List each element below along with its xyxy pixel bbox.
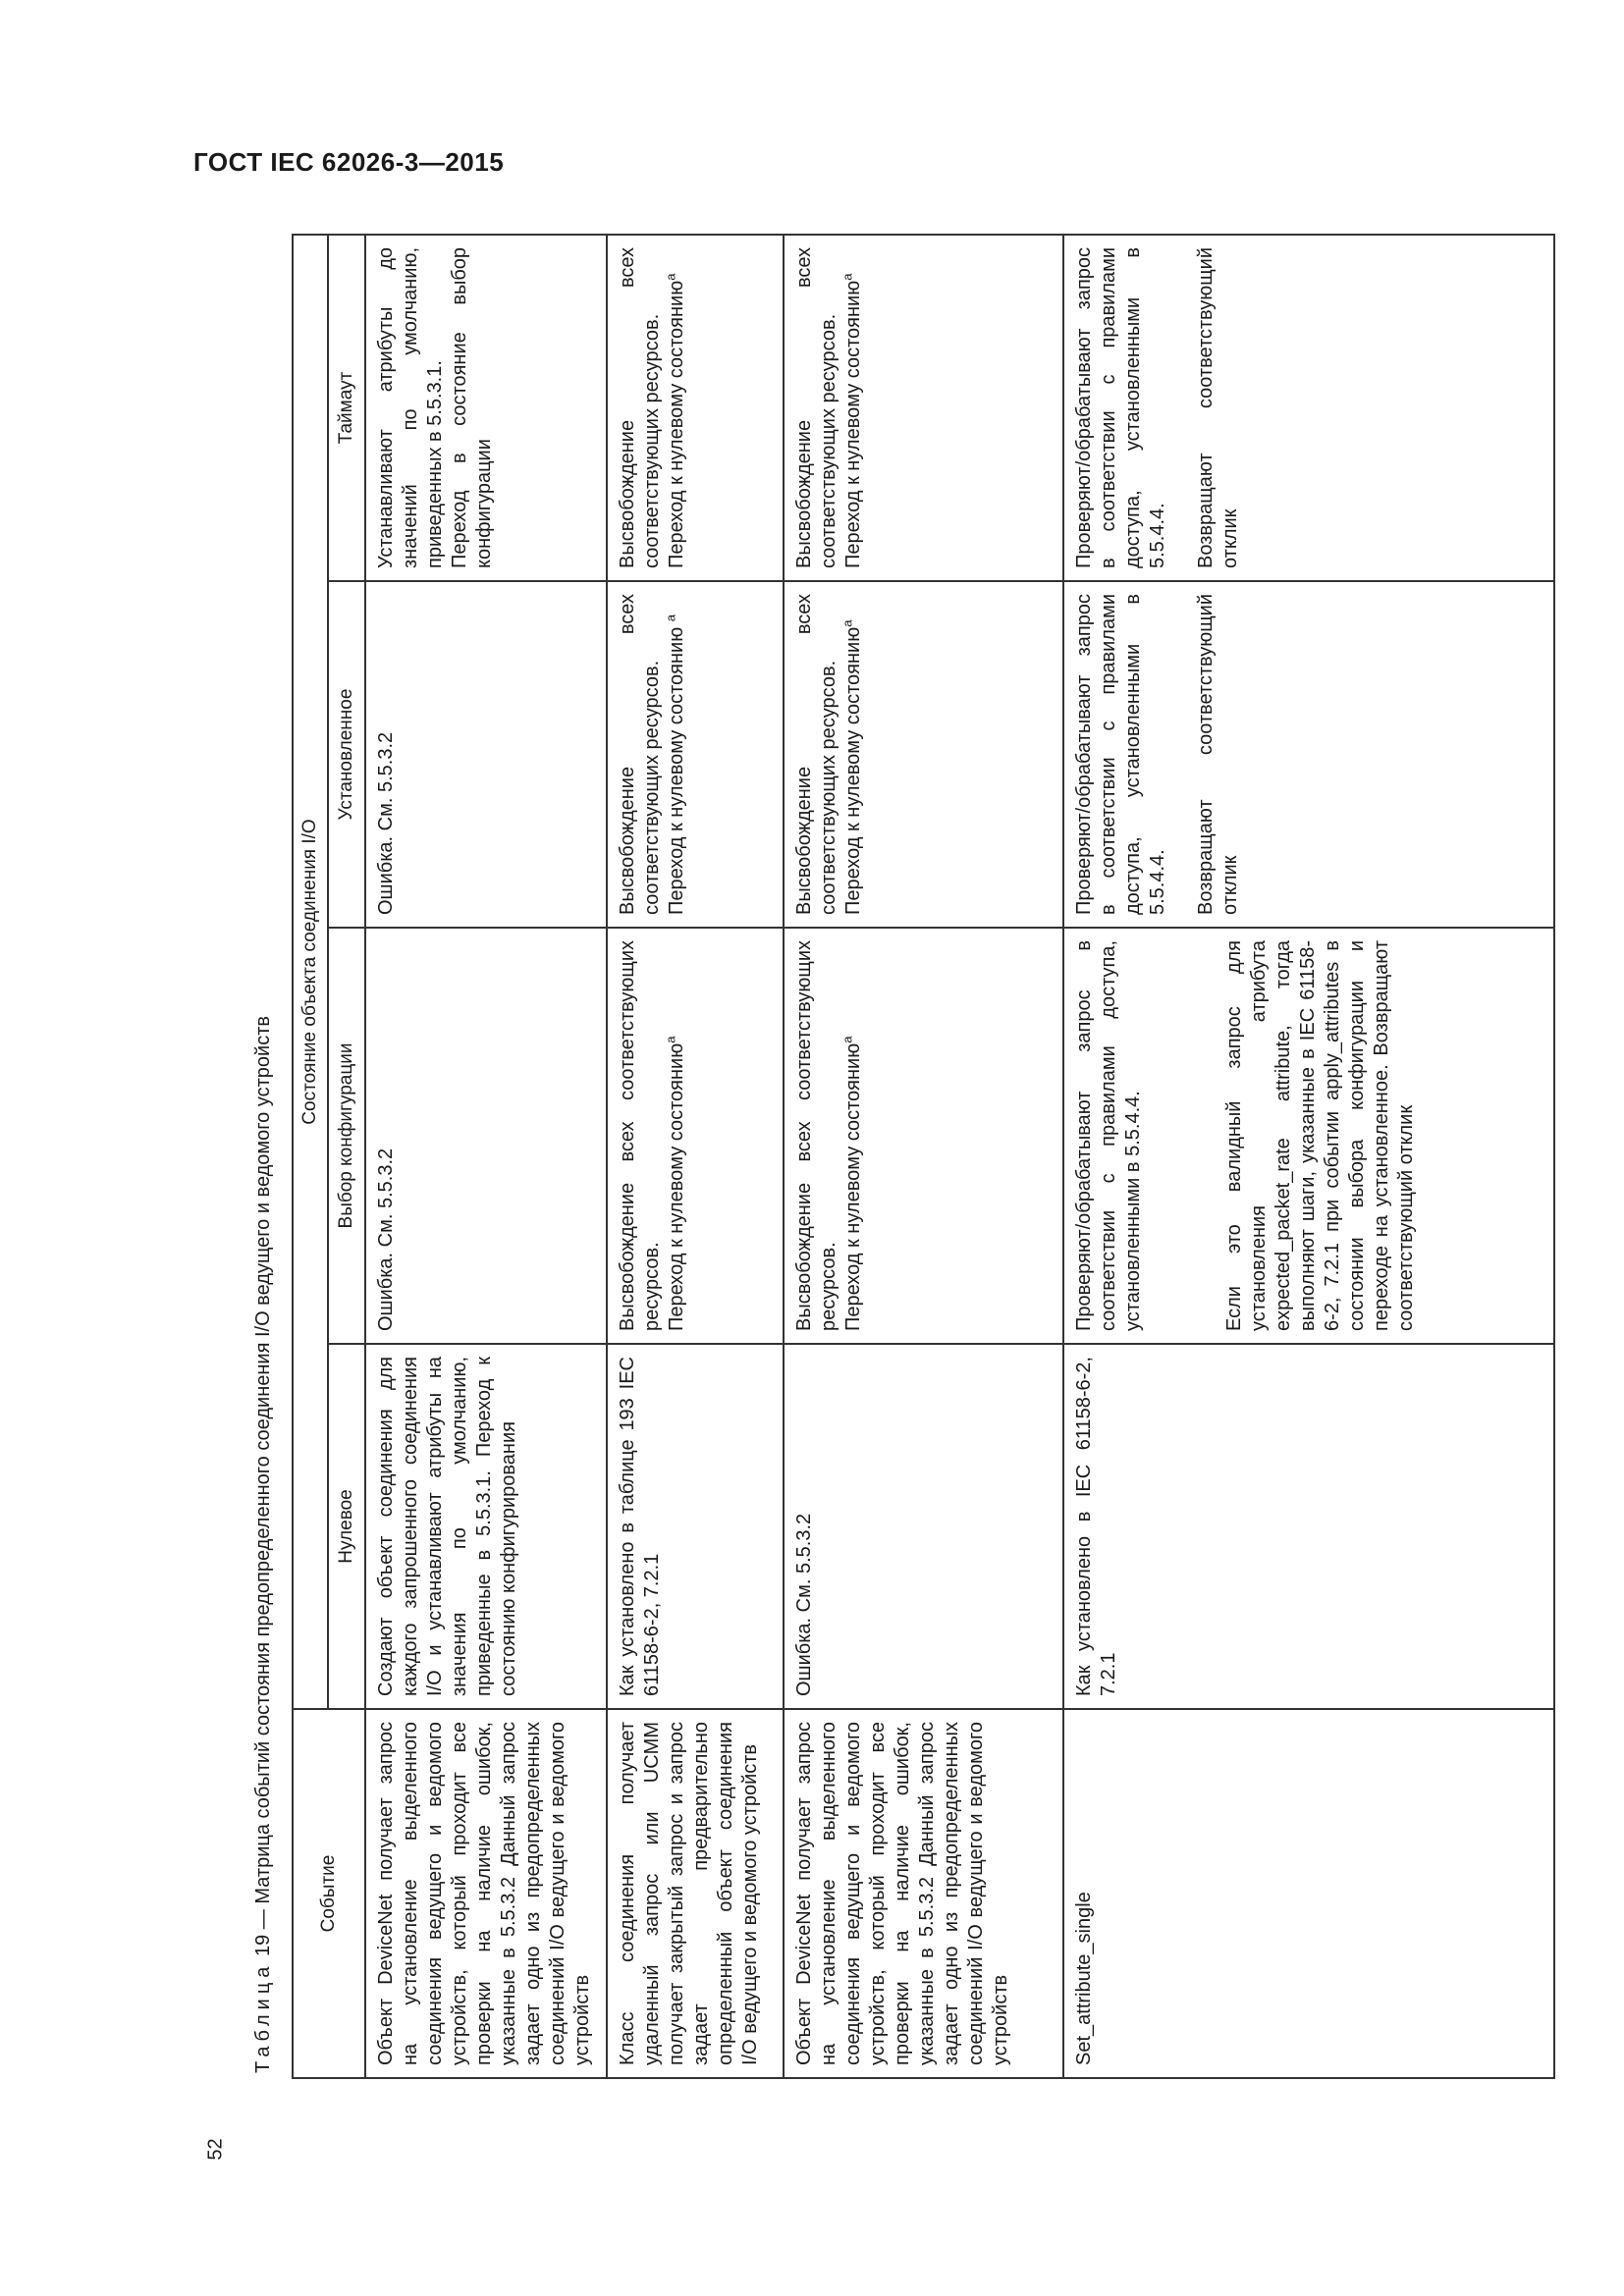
cell-text: Переход к нулевому состоянию [666,626,687,915]
table-row [784,235,1063,2078]
cell-text: Объект DeviceNet получает запрос на установление выделенного соединения ведущего и ведомого устройств, который проходит все проверки на наличие ошибок, указанные в 5.5.3.2 Данный запрос задает одно из предопределенных соединений I/O ведущего и ведомого устройств [793,1722,1011,2065]
header-config: Выбор конфигурации [328,928,365,1344]
cell-text: Переход к нулевому состоянию [842,626,864,915]
cell-event [365,1709,607,2078]
cell-timeout [1063,235,1554,581]
cell-text: Как установлено в IEC 61158-6-2, 7.2.1 [1073,1357,1119,1696]
cell-text: Класс соединения получает удаленный запрос или UCMM получает закрытый запрос и запрос задает предварительно определенный объект соединения I/O ведущего и ведомого устройств [617,1722,761,2065]
cell-text: Проверяют/обрабатывают запрос в соответствии с правилами доступа, установленными в 5.5.4.4. [1073,246,1168,568]
cell-text: Переход к нулевому состоянию [842,280,864,568]
cell-text: Проверяют/обрабатывают запрос в соответствии с правилами доступа, установленными в 5.5.4.4. [1073,940,1144,1331]
state-event-matrix-table [292,234,1555,2079]
footnote-mark: a [839,619,855,627]
table-row [365,235,607,2078]
cell-config [784,928,1063,1344]
table-row [607,235,784,2078]
document-header: ГОСТ IEC 62026-3—2015 [193,147,505,177]
cell-text: Устанавливают атрибуты до значений по умолчанию, приведенных в 5.5.3.1. [375,246,446,568]
cell-text: Как установлено в таблице 193 IEC 61158-6-2, 7.2.1 [617,1357,663,1696]
rotated-table-block [252,236,1553,2079]
cell-timeout [607,235,784,581]
cell-text: Если это валидный запрос для установления атрибута expected_packet_rate attribute, тогда выполняют шаги, указанные в IEC 61158-6-2, 7.2.1 при событии apply_attributes в состоянии выбора конфигурации и переходе на установленное. Возвращают соответствующий отклик [1223,940,1417,1331]
cell-event [1063,1709,1554,2078]
cell-text: Ошибка. См. 5.5.3.2 [375,1148,397,1331]
cell-established [365,581,607,928]
cell-established [1063,581,1554,928]
cell-null [607,1344,784,1709]
cell-text: Создают объект соединения для каждого запрошенного соединения I/O и устанавливают атрибуты на значения по умолчанию, приведенные в 5.5.3.1. Переход к состоянию конфигурирования [375,1357,519,1696]
table-caption [252,236,292,2079]
cell-text: Проверяют/обрабатывают запрос в соответствии с правилами доступа, установленными в 5.5.4.4. [1073,594,1168,915]
cell-timeout [784,235,1063,581]
footnote-mark: a [839,1036,855,1043]
cell-established [607,581,784,928]
footnote-mark: a [663,1036,678,1043]
header-timeout: Таймаут [328,235,365,581]
cell-text: Ошибка. См. 5.5.3.2 [793,1513,815,1696]
footnote-mark: a [663,273,678,281]
table-caption-label: Таблица [252,1961,274,2073]
cell-config [607,928,784,1344]
cell-null [1063,1344,1554,1709]
cell-null [365,1344,607,1709]
footnote-mark: a [663,614,678,622]
cell-text: Высвобождение всех соответствующих ресурсов. [617,594,663,915]
cell-text: Высвобождение всех соответствующих ресурсов. [617,246,663,568]
cell-config [365,928,607,1344]
cell-text: Возвращают соответствующий отклик [1195,246,1241,568]
cell-text: Объект DeviceNet получает запрос на установление выделенного соединения ведущего и ведомого устройств, который проходит все проверки на наличие ошибок, указанные в 5.5.3.2 Данный запрос задает одно из предопределенных соединений I/O ведущего и ведомого устройств [375,1722,593,2065]
header-null: Нулевое [328,1344,365,1709]
page-number [202,2128,230,2169]
header-established: Установленное [328,581,365,928]
cell-text: Высвобождение всех соответствующих ресурсов. [793,246,839,568]
cell-config [1063,928,1554,1344]
header-state-group: Состояние объекта соединения I/O [293,235,328,1709]
cell-event [607,1709,784,2078]
cell-timeout [365,235,607,581]
cell-text: Переход к нулевому состоянию [666,1042,687,1331]
page-number-text: 52 [204,2137,227,2161]
cell-text: Высвобождение всех соответствующих ресурсов. [793,594,839,915]
cell-text: Высвобождение всех соответствующих ресурсов. [617,940,663,1331]
cell-text: Возвращают соответствующий отклик [1195,594,1241,915]
table-row [1063,235,1554,2078]
cell-text: Ошибка. См. 5.5.3.2 [375,731,397,915]
footnote-mark: a [839,273,855,281]
cell-established [784,581,1063,928]
cell-text: Переход в состояние выбор конфигурации [449,246,495,568]
cell-text: Переход к нулевому состоянию [666,280,687,568]
cell-text: Высвобождение всех соответствующих ресурсов. [793,940,839,1331]
cell-text: Переход к нулевому состоянию [842,1042,864,1331]
cell-text: Set_attribute_single [1073,1892,1095,2065]
cell-null [784,1344,1063,1709]
header-event: Событие [293,1709,365,2078]
cell-event [784,1709,1063,2078]
table-caption-text: 19 — Матрица событий состояния предопределенного соединения I/O ведущего и ведомого устройств [252,1016,274,1957]
